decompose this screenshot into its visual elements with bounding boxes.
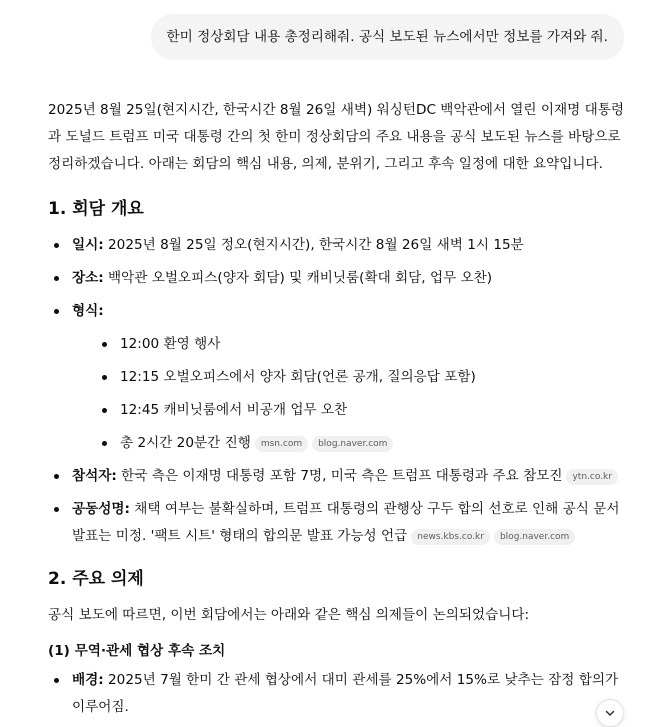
intro-paragraph: 2025년 8월 25일(현지시간, 한국시간 8월 26일 새벽) 워싱턴DC 백악관에서 열린 이재명 대통령과 도널드 트럼프 미국 대통령 간의 첫 한미 정상회담의 주요 내용을 공식 보도된 뉴스를 바탕으로 정리하겠습니다. 아래는 회담의 핵심 내용, 의제, 분위기, 그리고 후속 일정에 대한 요약입니다.: [48, 102, 624, 172]
source-chip[interactable]: msn.com: [255, 436, 308, 452]
list-item-statement: [48, 496, 630, 550]
date-text: 2025년 8월 25일 정오(현지시간), 한국시간 8월 26일 새벽 1시 15분: [103, 237, 524, 253]
attendees-label: 참석자:: [72, 468, 117, 484]
source-chip[interactable]: blog.naver.com: [494, 529, 575, 545]
statement-text: 채택 여부는 불확실하며, 트럼프 대통령의 관행상 구두 합의 선호로 인해 공식 문서 발표는 미정. '팩트 시트' 형태의 합의문 발표 가능성 언급: [72, 501, 620, 544]
chevron-down-icon: [604, 707, 616, 719]
user-message-bubble: 한미 정상회담 내용 총정리해줘. 공식 보도된 뉴스에서만 정보를 가져와 줘.: [151, 14, 624, 60]
date-label: 일시:: [72, 237, 104, 253]
overview-list: [48, 232, 630, 550]
agenda-intro: 공식 보도에 따르면, 이번 회담에서는 아래와 같은 핵심 의제들이 논의되었습니다:: [48, 607, 530, 623]
format-item-text: 총 2시간 20분간 진행: [120, 435, 251, 451]
list-item-attendees: [48, 463, 630, 490]
format-sublist: [72, 331, 630, 457]
venue-label: 장소:: [72, 270, 104, 286]
format-item: 12:00 환영 행사: [96, 331, 630, 358]
format-item: [96, 430, 630, 457]
statement-label: 공동성명:: [72, 501, 130, 517]
format-label: 형식:: [72, 303, 104, 319]
list-item-venue: [48, 265, 630, 292]
subsection-heading-trade: (1) 무역·관세 협상 후속 조치: [48, 643, 226, 659]
venue-text: 백악관 오벌오피스(양자 회담) 및 캐비닛룸(확대 회담, 업무 오찬): [103, 270, 493, 286]
source-chip[interactable]: blog.naver.com: [312, 436, 393, 452]
list-item-format: [48, 298, 630, 457]
background-label: 배경:: [72, 672, 104, 688]
source-chip[interactable]: ytn.co.kr: [566, 469, 618, 485]
list-item-background: [48, 667, 630, 721]
format-item: 12:45 캐비닛룸에서 비공개 업무 오찬: [96, 397, 630, 424]
list-item-date: [48, 232, 630, 259]
trade-list: [48, 667, 630, 721]
scroll-to-bottom-button[interactable]: [596, 699, 624, 727]
assistant-response: [48, 97, 630, 727]
format-item: 12:15 오벌오피스에서 양자 회담(언론 공개, 질의응답 포함): [96, 364, 630, 391]
attendees-text: 한국 측은 이재명 대통령 포함 7명, 미국 측은 트럼프 대통령과 주요 참모진: [116, 468, 563, 484]
source-chip[interactable]: news.kbs.co.kr: [411, 529, 490, 545]
section-heading-agenda: 2. 주요 의제: [48, 569, 144, 589]
section-heading-overview: 1. 회담 개요: [48, 199, 144, 219]
background-text: 2025년 7월 한미 간 관세 협상에서 대미 관세를 25%에서 15%로 낮추는 잠정 합의가 이루어짐.: [72, 672, 619, 715]
